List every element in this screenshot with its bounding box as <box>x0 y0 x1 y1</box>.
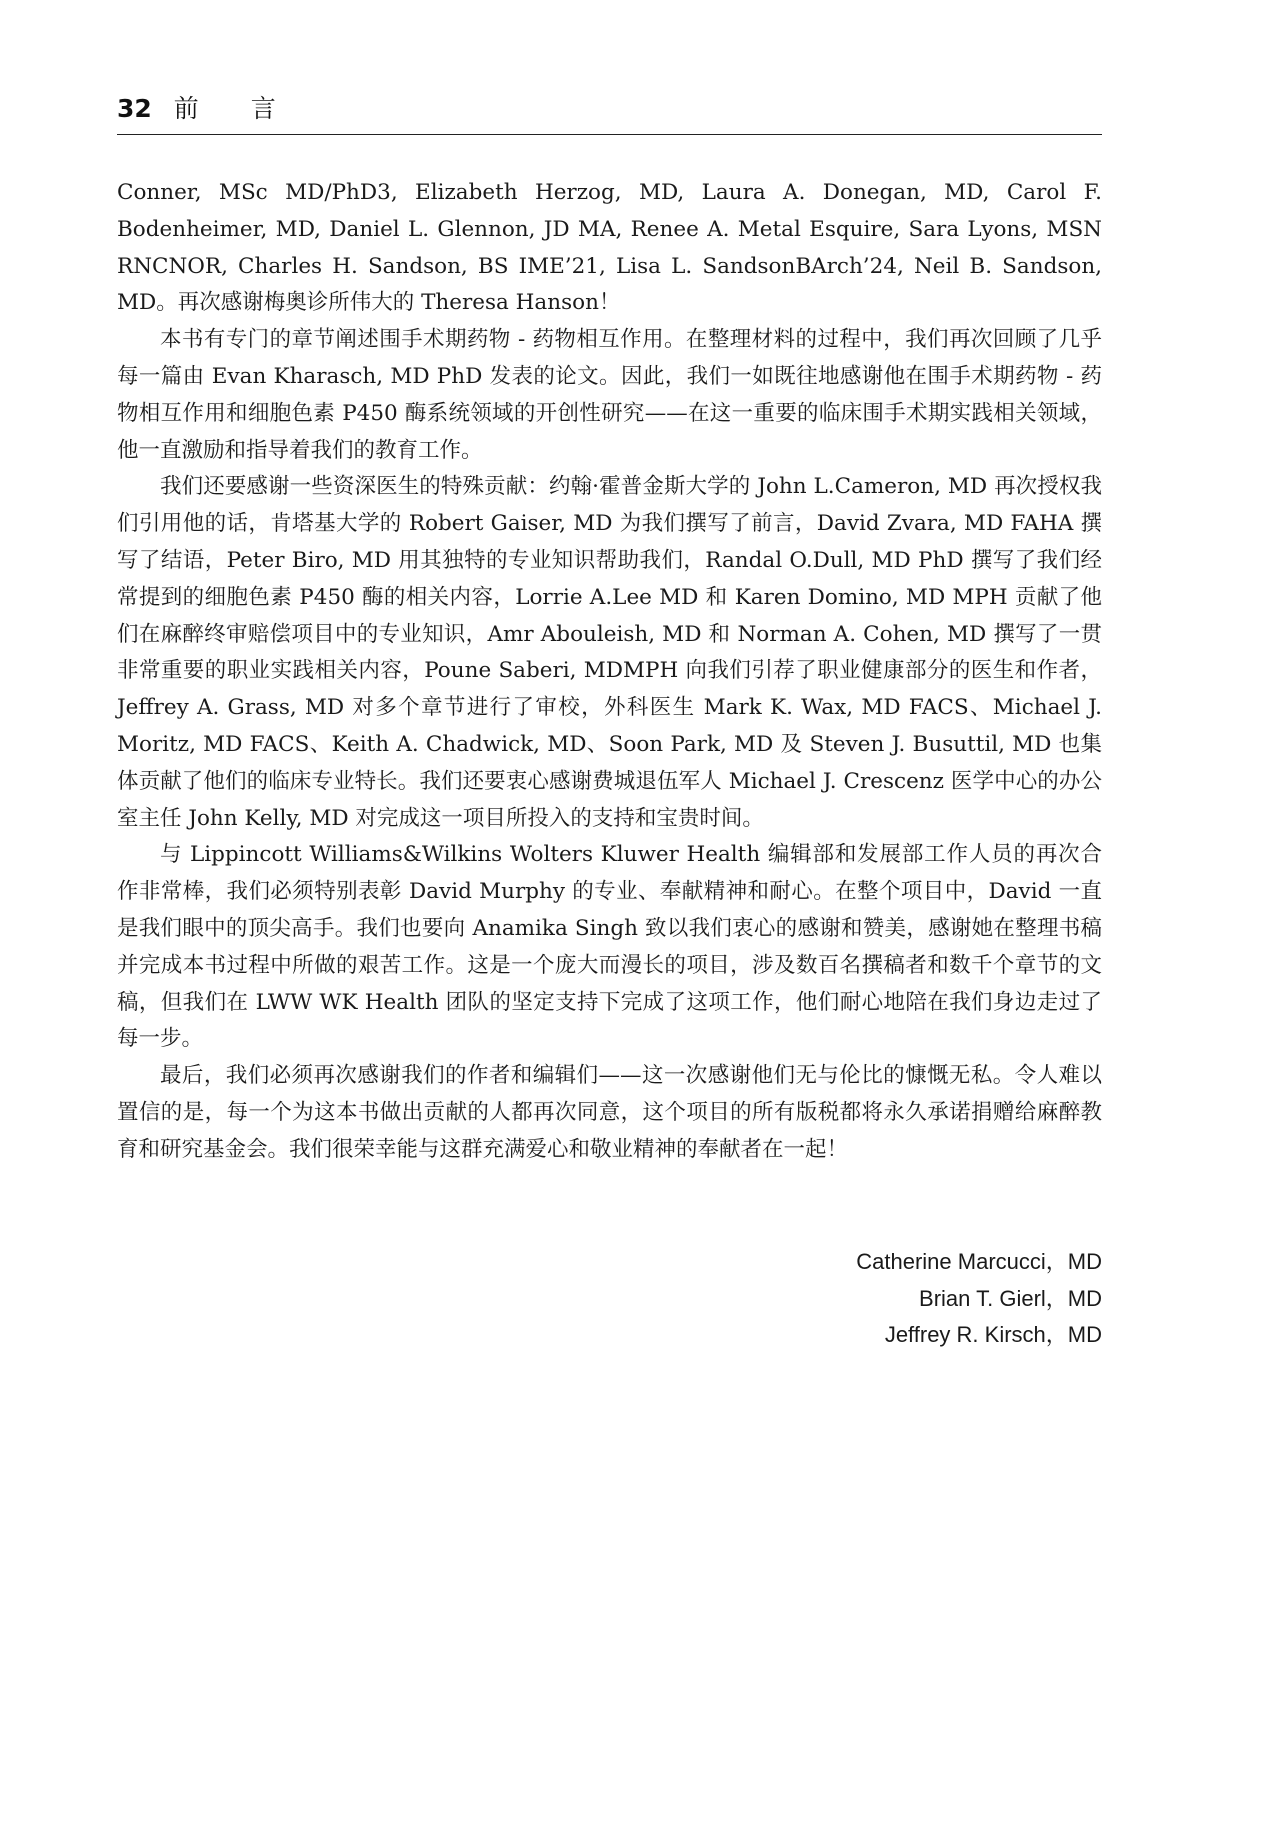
paragraph-acknowledgment-names: Conner, MSc MD/PhD3, Elizabeth Herzog, MD, Laura A. Donegan, MD, Carol F. Bodenheimer, MD, Daniel L. Glennon, JD MA, Renee A. Metal Esquire, Sara Lyons, MSN RNCNOR, Charles H. Sandson, BS IME’21, Lisa L. SandsonBArch’24, Neil B. Sandson, MD。再次感谢梅奥诊所伟大的 Theresa Hanson！ <box>117 180 1102 316</box>
paragraph-closing-thanks: 最后，我们必须再次感谢我们的作者和编辑们——这一次感谢他们无与伦比的慷慨无私。令人难以置信的是，每一个为这本书做出贡献的人都再次同意，这个项目的所有版税都将永久承诺捐赠给麻醉教育和研究基金会。我们很荣幸能与这群充满爱心和敬业精神的奉献者在一起！ <box>117 1063 1102 1162</box>
page-header <box>117 94 1102 135</box>
signature-line: Brian T. Gierl，MD <box>919 1285 1102 1311</box>
paragraph-publisher-thanks: 与 Lippincott Williams&Wilkins Wolters Kluwer Health 编辑部和发展部工作人员的再次合作非常棒，我们必须特别表彰 David Murphy 的专业、奉献精神和耐心。在整个项目中，David 一直是我们眼中的顶尖高手。我们也要向 Anamika Singh 致以我们衷心的感谢和赞美，感谢她在整理书稿并完成本书过程中所做的艰苦工作。这是一个庞大而漫长的项目，涉及数百名撰稿者和数千个章节的文稿，但我们在 LWW WK Health 团队的坚定支持下完成了这项工作，他们耐心地陪在我们身边走过了每一步。 <box>117 842 1102 1052</box>
signature-block <box>856 1244 1102 1354</box>
page-number: 32 <box>117 94 152 123</box>
paragraph-drug-interactions: 本书有专门的章节阐述围手术期药物 - 药物相互作用。在整理材料的过程中，我们再次回顾了几乎每一篇由 Evan Kharasch, MD PhD 发表的论文。因此，我们一如既往地感谢他在围手术期药物 - 药物相互作用和细胞色素 P450 酶系统领域的开创性研究——在这一重要的临床围手术期实践相关领域，他一直激励和指导着我们的教育工作。 <box>117 327 1102 463</box>
body-text <box>117 175 1102 1169</box>
signature-line: Jeffrey R. Kirsch，MD <box>884 1322 1102 1347</box>
signature-line: Catherine Marcucci，MD <box>856 1249 1102 1274</box>
paragraph-senior-physicians: 我们还要感谢一些资深医生的特殊贡献：约翰·霍普金斯大学的 John L.Cameron, MD 再次授权我们引用他的话，肯塔基大学的 Robert Gaiser, MD 为我们撰写了前言，David Zvara, MD FAHA 撰写了结语，Peter Biro, MD 用其独特的专业知识帮助我们，Randal O.Dull, MD PhD 撰写了我们经常提到的细胞色素 P450 酶的相关内容，Lorrie A.Lee MD 和 Karen Domino, MD MPH 贡献了他们在麻醉终审赔偿项目中的专业知识，Amr Abouleish, MD 和 Norman A. Cohen, MD 撰写了一贯非常重要的职业实践相关内容，Poune Saberi, MDMPH 向我们引荐了职业健康部分的医生和作者，Jeffrey A. Grass, MD 对多个章节进行了审校，外科医生 Mark K. Wax, MD FACS、Michael J. Moritz, MD FACS、Keith A. Chadwick, MD、Soon Park, MD 及 Steven J. Busuttil, MD 也集体贡献了他们的临床专业特长。我们还要衷心感谢费城退伍军人 Michael J. Crescenz 医学中心的办公室主任 John Kelly, MD 对完成这一项目所投入的支持和宝贵时间。 <box>117 474 1102 831</box>
section-title: 前 言 <box>173 94 298 123</box>
